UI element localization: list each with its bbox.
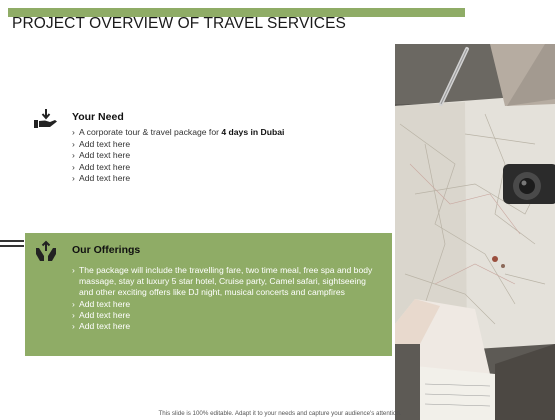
travel-map-photo [395,44,555,420]
list-item: › A corporate tour & travel package for 4 days in Dubai [72,127,284,139]
our-offerings-list [72,265,380,332]
list-item: › Add text here [72,162,284,174]
list-item: › Add text here [72,150,284,162]
list-item: › Add text here [72,310,380,321]
your-need-list [72,127,284,185]
your-need-title: Your Need [72,111,124,123]
decorative-lines [0,240,24,248]
list-item: › Add text here [72,321,380,332]
list-item: › Add text here [72,173,284,185]
hands-arrow-up-icon [35,240,57,262]
our-offerings-title: Our Offerings [72,244,141,256]
list-item: › Add text here [72,139,284,151]
hand-receive-icon [33,108,59,130]
list-item: › Add text here [72,299,380,310]
list-item: › The package will include the travelling fare, two time meal, free spa and body massage, stay at luxury 5 star hotel, Cruise party, Camel safari, sightseeing and other exciting offers like DJ night, musical concerts and campfires [72,265,380,299]
footer-note: This slide is 100% editable. Adapt it to your needs and capture your audience's attention. [158,410,402,417]
slide-title: PROJECT OVERVIEW OF TRAVEL SERVICES [12,15,346,32]
